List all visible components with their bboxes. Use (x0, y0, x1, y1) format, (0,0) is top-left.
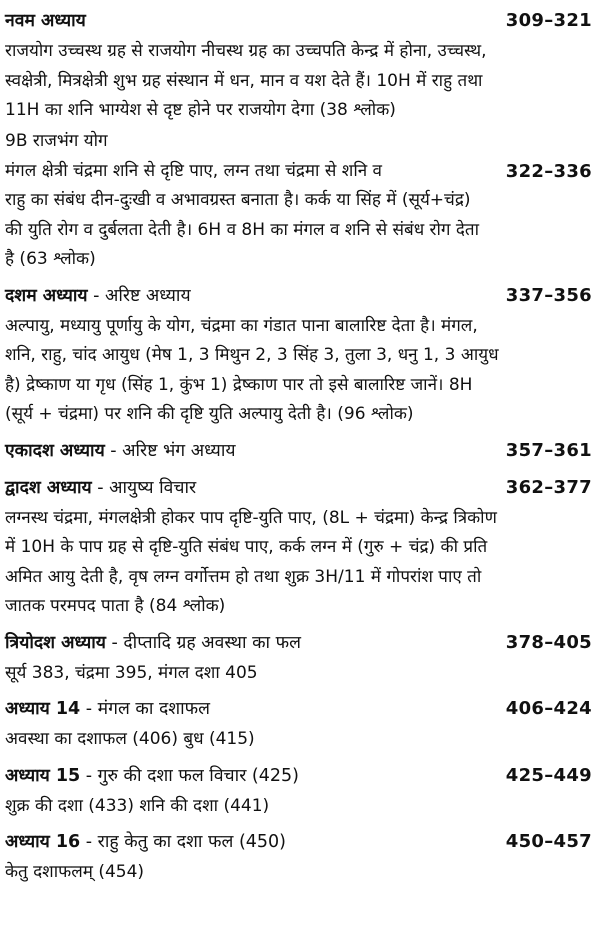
chapter-heading (5, 626, 592, 659)
description-line: है (63 श्लोक) (5, 249, 96, 269)
chapter-title: अध्याय 15 - गुरु की दशा फल विचार (425) (5, 765, 299, 786)
description-line (5, 157, 592, 187)
chapter-16-entry (5, 825, 592, 888)
description-line: राहु का संबंध दीन-दुःखी व अभावग्रस्त बनाता है। कर्क या सिंह में (सूर्य+चंद्र) (5, 190, 471, 210)
chapter-heading (5, 825, 592, 858)
page-range: 425–449 (505, 764, 592, 786)
page-range: 309–321 (505, 10, 592, 31)
page-range: 322–336 (505, 160, 592, 182)
description-line: सूर्य 383, चंद्रमा 395, मंगल दशा 405 (5, 662, 258, 683)
chapter-15-entry (5, 759, 592, 822)
chapter-heading (5, 759, 592, 792)
page-range: 362–377 (505, 476, 592, 498)
chapter-13-entry (5, 626, 592, 689)
page-range: 378–405 (505, 631, 592, 653)
page-range: 357–361 (505, 439, 592, 461)
chapter-11-entry (5, 434, 592, 467)
description-line: शुक्र की दशा (433) शनि की दशा (441) (5, 795, 270, 816)
chapter-title: नवम अध्याय (5, 11, 86, 31)
description-text: मंगल क्षेत्री चंद्रमा शनि से दृष्टि पाए, लग्न तथा चंद्रमा से शनि व (5, 160, 383, 181)
description-line: अल्पायु, मध्यायु पूर्णायु के योग, चंद्रमा का गंडात पाना बालारिष्ट देता है। मंगल, (5, 315, 478, 336)
chapter-heading (5, 4, 592, 37)
chapter-heading (5, 434, 592, 467)
chapter-heading (5, 692, 592, 725)
description-line: जातक परमपद पाता है (84 श्लोक) (5, 596, 226, 616)
chapter-title: द्वादश अध्याय - आयुष्य विचार (5, 477, 197, 498)
description-line: में 10H के पाप ग्रह से दृष्टि-युति संबंध पाए, कर्क लग्न में (गुरु + चंद्र) की प्रति (5, 537, 488, 557)
chapter-title: दशम अध्याय - अरिष्ट अध्याय (5, 285, 191, 306)
description-line: (सूर्य + चंद्रमा) पर शनि की दृष्टि युति अल्पायु देती है। (96 श्लोक) (5, 404, 414, 424)
description-line: अवस्था का दशाफल (406) बुध (415) (5, 729, 255, 749)
chapter-heading (5, 279, 592, 312)
chapter-heading (5, 471, 592, 504)
description-line: केतु दशाफलम् (454) (5, 862, 145, 882)
description-line: की युति रोग व दुर्बलता देती है। 6H व 8H का मंगल व शनि से संबंध रोग देता (5, 219, 480, 240)
description-line: स्वक्षेत्री, मित्रक्षेत्री शुभ ग्रह संस्थान में धन, मान व यश देते हैं। 10H में राहु तथा (5, 70, 483, 91)
section-subtitle: 9B राजभंग योग (5, 130, 108, 151)
page-range: 337–356 (505, 284, 592, 306)
page-range: 450–457 (505, 831, 592, 852)
section-9b-entry (5, 126, 592, 275)
page-range: 406–424 (505, 698, 592, 719)
description-line: राजयोग उच्चस्थ ग्रह से राजयोग नीचस्थ ग्रह का उच्चपति केन्द्र में होना, उच्चस्थ, (5, 41, 487, 61)
chapter-9-entry (5, 4, 592, 126)
description-line: है) द्रेष्काण या गृध (सिंह 1, कुंभ 1) द्रेष्काण पार तो इसे बालारिष्ट जानें। 8H (5, 374, 473, 395)
chapter-title: अध्याय 14 - मंगल का दशाफल (5, 699, 211, 719)
chapter-14-entry (5, 692, 592, 755)
description-line: 11H का शनि भाग्येश से दृष्ट होने पर राजयोग देगा (38 श्लोक) (5, 100, 396, 120)
chapter-title: त्रियोदश अध्याय - दीप्तादि ग्रह अवस्था का फल (5, 632, 301, 653)
chapter-title: अध्याय 16 - राहु केतु का दशा फल (450) (5, 832, 286, 852)
chapter-title: एकादश अध्याय - अरिष्ट भंग अध्याय (5, 440, 236, 461)
description-line: शनि, राहु, चांद आयुध (मेष 1, 3 मिथुन 2, 3 सिंह 3, तुला 3, धनु 1, 3 आयुध (5, 345, 499, 365)
description-line: लग्नस्थ चंद्रमा, मंगलक्षेत्री होकर पाप दृष्टि-युति पाए, (8L + चंद्रमा) केन्द्र त्रिकोण (5, 507, 497, 528)
chapter-10-entry (5, 279, 592, 430)
chapter-12-entry (5, 471, 592, 622)
description-line: अमित आयु देती है, वृष लग्न वर्गोत्तम हो तथा शुक्र 3H/11 में गोपरांश पाए तो (5, 566, 482, 587)
